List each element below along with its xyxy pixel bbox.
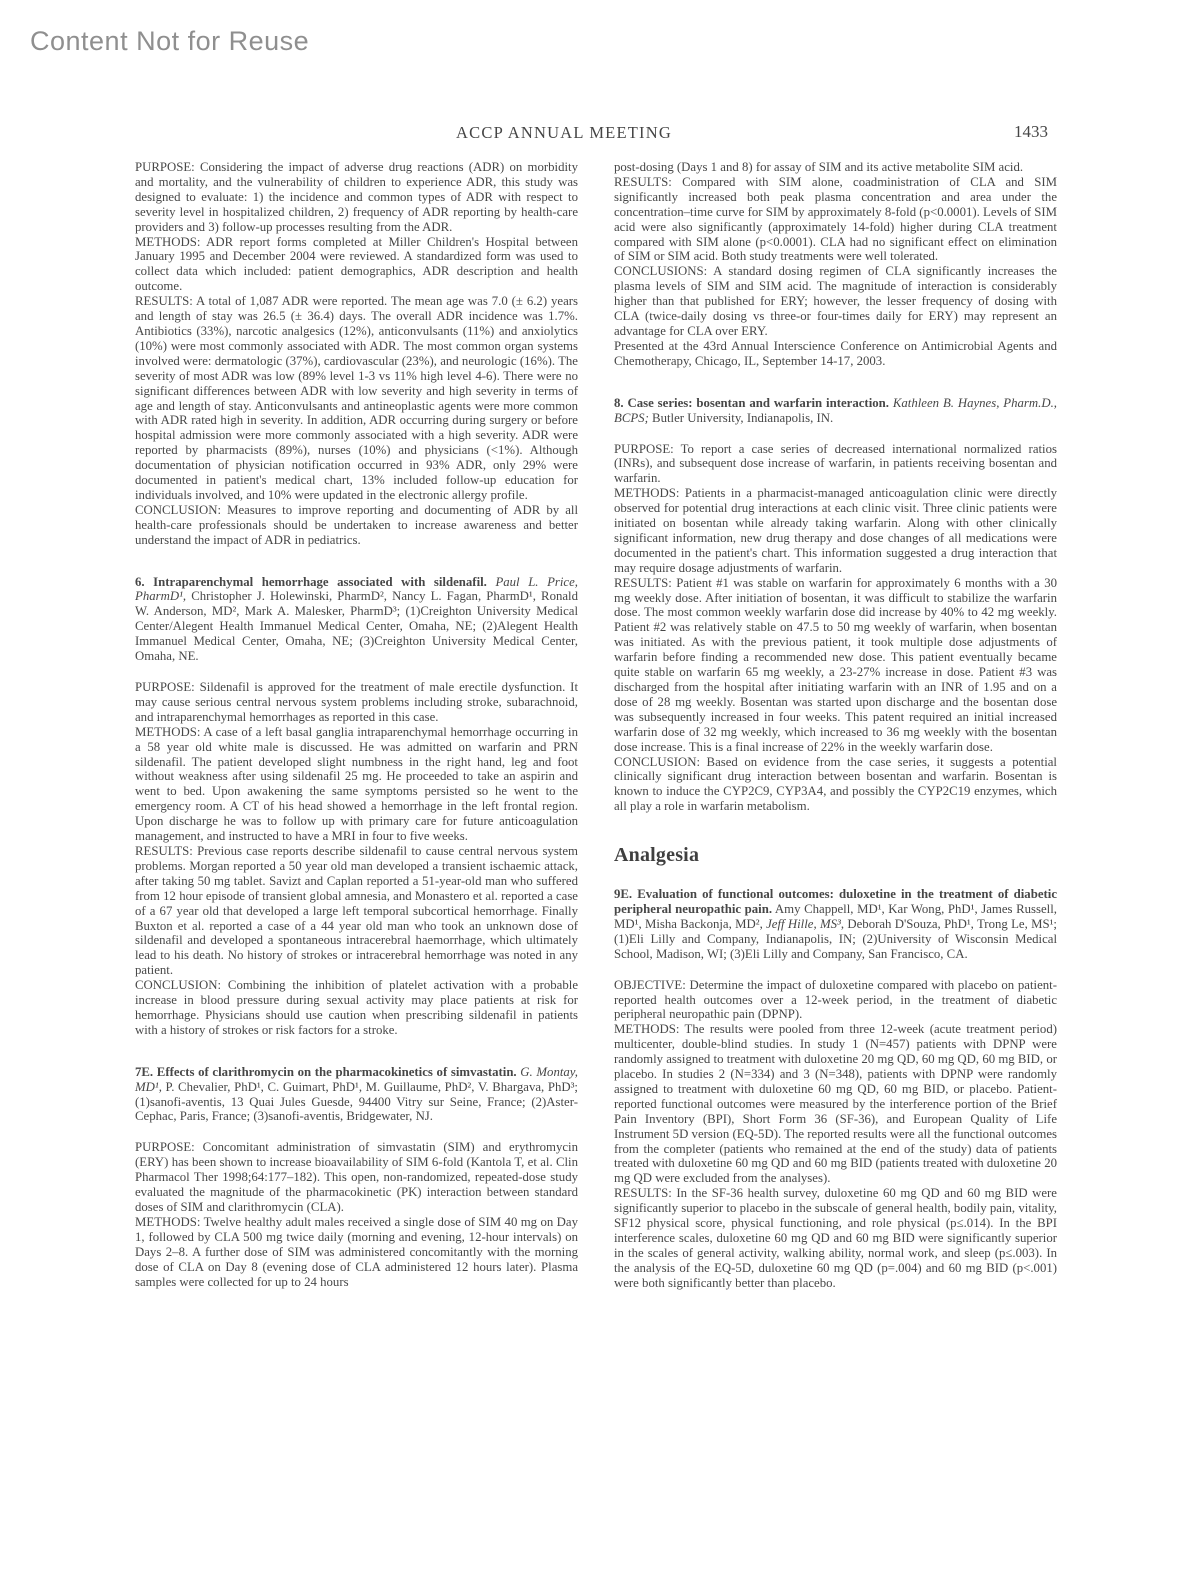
reuse-watermark: Content Not for Reuse <box>30 26 310 56</box>
abstract-6-heading <box>135 575 578 664</box>
abstract-8-conclusion: CONCLUSION: Based on evidence from the case series, it suggests a potential clinically significant drug interaction between bosentan and warfarin. Bosentan is known to induce the CYP2C9, CYP3A4, and possibly the CYP2C19 enzymes, which all play a role in warfarin metabolism. <box>614 754 1057 814</box>
abstract-7e-authors-affiliations: P. Chevalier, PhD¹, C. Guimart, PhD¹, M. Guillaume, PhD², V. Bhargava, PhD³; (1)sanofi-aventis, 13 Quai Jules Guesde, 94400 Vitry sur Seine, France; (2)Aster-Cephac, Paris, France; (3)sanofi-aventis, Bridgewater, NJ. <box>135 1079 578 1124</box>
abstract-7e-first-author: G. Montay, MD¹, <box>135 1064 578 1094</box>
abstract-6-purpose: PURPOSE: Sildenafil is approved for the treatment of male erectile dysfunction. It may cause serious central nervous system problems including stroke, subarachnoid, and intraparenchymal hemorrhages as reported in this case. <box>135 680 578 724</box>
abstract-7e-title: 7E. Effects of clarithromycin on the pharmacokinetics of simvastatin. <box>135 1064 517 1079</box>
right-column <box>614 160 1057 1291</box>
abstract-6-authors-affiliations: Christopher J. Holewinski, PharmD², Nancy L. Fagan, PharmD¹, Ronald W. Anderson, MD², Mark A. Malesker, PharmD³; (1)Creighton University Medical Center/Alegent Health Immanuel Medical Center, Omaha, NE; (2)Alegent Health Immanuel Medical Center, Omaha, NE; (3)Creighton University Medical Center, Omaha, NE. <box>135 589 578 664</box>
abstract-6-first-author: Paul L. Price, PharmD¹, <box>135 574 578 604</box>
abstract-7e-presented-note: Presented at the 43rd Annual Interscience Conference on Antimicrobial Agents and Chemotherapy, Chicago, IL, September 14-17, 2003. <box>614 338 1057 368</box>
abstract-8-results: RESULTS: Patient #1 was stable on warfarin for approximately 6 months with a 30 mg weekly dose. After initiation of bosentan, it was difficult to stabilize the warfarin dose. The most common weekly warfarin dose did increase by 40% to 42 mg weekly. Patient #2 was relatively stable on 47.5 to 50 mg weekly of warfarin, when bosentan was initiated. As with the previous patient, it took multiple dose adjustments of warfarin before finding a recommended new dose. This patient eventually became quite stable on warfarin 65 mg weekly, a 23-27% increase in dose. Patient #3 was discharged from the hospital after initiating warfarin with an INR of 1.95 and on a dose of 28 mg weekly. Bosentan was started upon discharge and the bosentan dose was subsequently increased in four weeks. This patent required an initial increased warfarin dose of 32 mg weekly, which increased to 36 mg weekly with the bosentan dose increase. This is a final increase of 22% in the weekly warfarin dose. <box>614 575 1057 754</box>
left-column <box>135 160 578 1289</box>
abstract-7e-conclusions: CONCLUSIONS: A standard dosing regimen of CLA significantly increases the plasma levels of SIM and SIM acid. The magnitude of interaction is considerably higher than that published for ERY; however, the lesser frequency of dosing with CLA (twice-daily dosing vs three-or four-times daily for ERY) may represent an advantage for CLA over ERY. <box>614 264 1057 338</box>
abstract-8-purpose: PURPOSE: To report a case series of decreased international normalized ratios (INRs), and subsequent dose increase of warfarin, in patients receiving bosentan and warfarin. <box>614 441 1057 486</box>
abstract-6-conclusion: CONCLUSION: Combining the inhibition of platelet activation with a probable increase in blood pressure during sexual activity may place patients at risk for hemorrhage. Physicians should use caution when prescribing sildenafil in patients with a history of strokes or risk factors for a stroke. <box>135 978 578 1037</box>
abstract-7e <box>135 1065 578 1290</box>
abstract-8 <box>614 396 1057 814</box>
abstract-5-purpose: PURPOSE: Considering the impact of adverse drug reactions (ADR) on morbidity and mortality, and the vulnerability of children to experience ADR, this study was designed to evaluate: 1) the incidence and common types of ADR with respect to severity level in hospitalized children, 2) frequency of ADR reporting by health-care providers and 3) follow-up processes resulting from the ADR. <box>135 160 578 234</box>
abstract-6-results: RESULTS: Previous case reports describe sildenafil to cause central nervous system problems. Morgan reported a 50 year old man developed a transient ischaemic attack, after taking 50 mg tablet. Savizt and Caplan reported a 51-year-old man who suffered from 12 hour episode of transient global amnesia, and Monastero et al. reported a case of a 67 year old that developed a large left temporal subcortical hemorrhage. Finally Buxton et al. reported a case of a 44 year old man who took an unknown dose of sildenafil and developed a spontaneous intracerebral haemorrhage, which ultimately lead to his death. No history of strokes or intracerebral hemorrhage was noted in any patient. <box>135 843 578 978</box>
abstract-9e-authors-lead: Amy Chappell, MD¹, Kar Wong, PhD¹, James Russell, MD¹, Misha Backonja, MD², <box>614 901 1057 931</box>
abstract-9e-title: 9E. Evaluation of functional outcomes: duloxetine in the treatment of diabetic peripheral neuropathic pain. <box>614 887 1057 916</box>
abstract-5-methods: METHODS: ADR report forms completed at Miller Children's Hospital between January 1995 and December 2004 were reviewed. A standardized form was used to collect data which included: patient demographics, ADR description and health outcome. <box>135 234 578 294</box>
abstract-9e-results: RESULTS: In the SF-36 health survey, duloxetine 60 mg QD and 60 mg BID were significantly superior to placebo in the subscale of general health, bodily pain, vitality, SF12 physical score, physical functioning, and role physical (p≤.014). In the BPI interference scales, duloxetine 60 mg QD and 60 mg BID were significantly superior in the scales of general activity, walking ability, normal work, and sleep (p≤.003). In the analysis of the EQ-5D, duloxetine 60 mg QD (p=.004) and 60 mg BID (p<.001) were both significantly better than placebo. <box>614 1186 1057 1290</box>
abstract-7e-continued <box>614 160 1057 369</box>
abstract-9e-authors-affiliations: , Deborah D'Souza, PhD¹, Trong Le, MS¹; (1)Eli Lilly and Company, Indianapolis, IN; (2)University of Wisconsin Medical School, Madison, WI; (3)Eli Lilly and Company, San Francisco, CA. <box>614 916 1057 961</box>
abstract-9e-author-italic: Jeff Hille, MS³ <box>766 916 841 931</box>
abstract-7e-methods: METHODS: Twelve healthy adult males received a single dose of SIM 40 mg on Day 1, followed by CLA 500 mg twice daily (morning and evening, 12-hour intervals) on Days 2–8. A further dose of SIM was administered concomitantly with the morning dose of CLA on Day 8 (evening dose of CLA administered 12 hours later). Plasma samples were collected for up to 24 hours <box>135 1214 578 1289</box>
abstract-7e-results: RESULTS: Compared with SIM alone, coadministration of CLA and SIM significantly increased both peak plasma concentration and area under the concentration–time curve for SIM by approximately 8-fold (p<0.0001). Levels of SIM acid were also significantly (approximately 14-fold) higher during CLA treatment compared with SIM alone (p<0.0001). CLA had no significant effect on elimination of SIM or SIM acid. Both study treatments were well tolerated. <box>614 174 1057 264</box>
abstract-8-first-author: Kathleen B. Haynes, Pharm.D., BCPS; <box>614 395 1057 425</box>
abstract-7e-heading <box>135 1065 578 1125</box>
abstract-7e-purpose: PURPOSE: Concomitant administration of simvastatin (SIM) and erythromycin (ERY) has been shown to increase bioavailability of SIM 6-fold (Kantola T, et al. Clin Pharmacol Ther 1998;64:177–182). This open, non-randomized, repeated-dose study evaluated the magnitude of the pharmacokinetic (PK) interaction between standard doses of SIM and clarithromycin (CLA). <box>135 1140 578 1214</box>
abstract-8-heading <box>614 396 1057 426</box>
page-number: 1433 <box>1014 122 1048 141</box>
abstract-6-title: 6. Intraparenchymal hemorrhage associated with sildenafil. <box>135 574 487 589</box>
abstract-8-authors-affiliations: Butler University, Indianapolis, IN. <box>648 410 834 425</box>
abstract-6 <box>135 575 578 1038</box>
abstract-9e-methods: METHODS: The results were pooled from three 12-week (acute treatment period) multicenter, double-blind studies. In study 1 (N=457) patients with DPNP were randomly assigned to treatment with duloxetine 20 mg QD, 60 mg QD, 60 mg BID, or placebo. In studies 2 (N=334) and 3 (N=348), patients with DPNP were randomly assigned to treatment with duloxetine 60 mg QD, 60 mg BID, or placebo. Patient-reported functional outcomes were measured by the interference portion of the Brief Pain Inventory (BPI), Short Form 36 (SF-36), and European Quality of Life Instrument 5D version (EQ-5D). The reported results were all the functional outcomes from the completer (patients who remained at the end of the study) data of patients treated with duloxetine 60 mg QD and 60 mg BID (patients treated with duloxetine 20 mg QD were excluded from the analyses). <box>614 1022 1057 1186</box>
abstract-8-title: 8. Case series: bosentan and warfarin interaction. <box>614 395 889 410</box>
meeting-title: ACCP ANNUAL MEETING <box>456 123 672 142</box>
abstract-9e <box>614 887 1057 1291</box>
abstract-5-conclusion: CONCLUSION: Measures to improve reporting and documenting of ADR by all health-care professionals should be undertaken to increase awareness and better understand the impact of ADR in pediatrics. <box>135 502 578 547</box>
abstract-7e-methods-continued: post-dosing (Days 1 and 8) for assay of SIM and its active metabolite SIM acid. <box>614 160 1024 174</box>
abstract-5 <box>135 160 578 548</box>
abstract-8-methods: METHODS: Patients in a pharmacist-managed anticoagulation clinic were directly observed for potential drug interactions at each clinic visit. Three clinic patients were initiated on bosentan while already taking warfarin. Along with other clinically significant information, new drug therapy and dose changes of all medications were documented in the patient's chart. This information suggested a drug interaction that may require dosage adjustments of warfarin. <box>614 486 1057 575</box>
abstract-5-results: RESULTS: A total of 1,087 ADR were reported. The mean age was 7.0 (± 6.2) years and length of stay was 26.5 (± 36.4) days. The overall ADR incidence was 1.7%. Antibiotics (33%), narcotic analgesics (12%), anticonvulsants (11%) and anxiolytics (10%) were most commonly associated with ADR. The most common organ systems involved were: dermatologic (37%), cardiovascular (23%), and neurologic (16%). The severity of most ADR was low (89% level 1-3 vs 11% high level 4-6). There were no significant differences between ADR with low severity and high severity in terms of age and length of stay. Anticonvulsants and antineoplastic agents were more common with ADR rated high in severity. In addition, ADR occurring during surgery or before hospital admission were more commonly associated with a high severity. ADR were reported by pharmacists (89%), nurses (10%) and physicians (<1%). Although documentation of physician notification occurred in 93% ADR, only 29% were documented in patient's medical chart, 13% included follow-up education for individuals involved, and 10% were updated in the electronic allergy profile. <box>135 294 578 502</box>
abstract-6-methods: METHODS: A case of a left basal ganglia intraparenchymal hemorrhage occurring in a 58 year old white male is discussed. He was admitted on warfarin and PRN sildenafil. The patient developed slight numbness in the right hand, leg and foot without weakness after using sildenafil 25 mg. He proceeded to take an aspirin and went to bed. Upon awakening the same symptoms persisted so he went to the emergency room. A CT of his head showed a hemorrhage in the left frontal region. Upon discharge he was to follow up with primary care for future anticoagulation management, and instructed to have a MRI in four to five weeks. <box>135 724 578 844</box>
analgesia-section-heading: Analgesia <box>614 844 700 867</box>
abstract-9e-heading <box>614 887 1057 962</box>
abstract-9e-objective: OBJECTIVE: Determine the impact of duloxetine compared with placebo on patient-reported health outcomes over a 12-week period, in the treatment of diabetic peripheral neuropathic pain (DPNP). <box>614 977 1057 1022</box>
